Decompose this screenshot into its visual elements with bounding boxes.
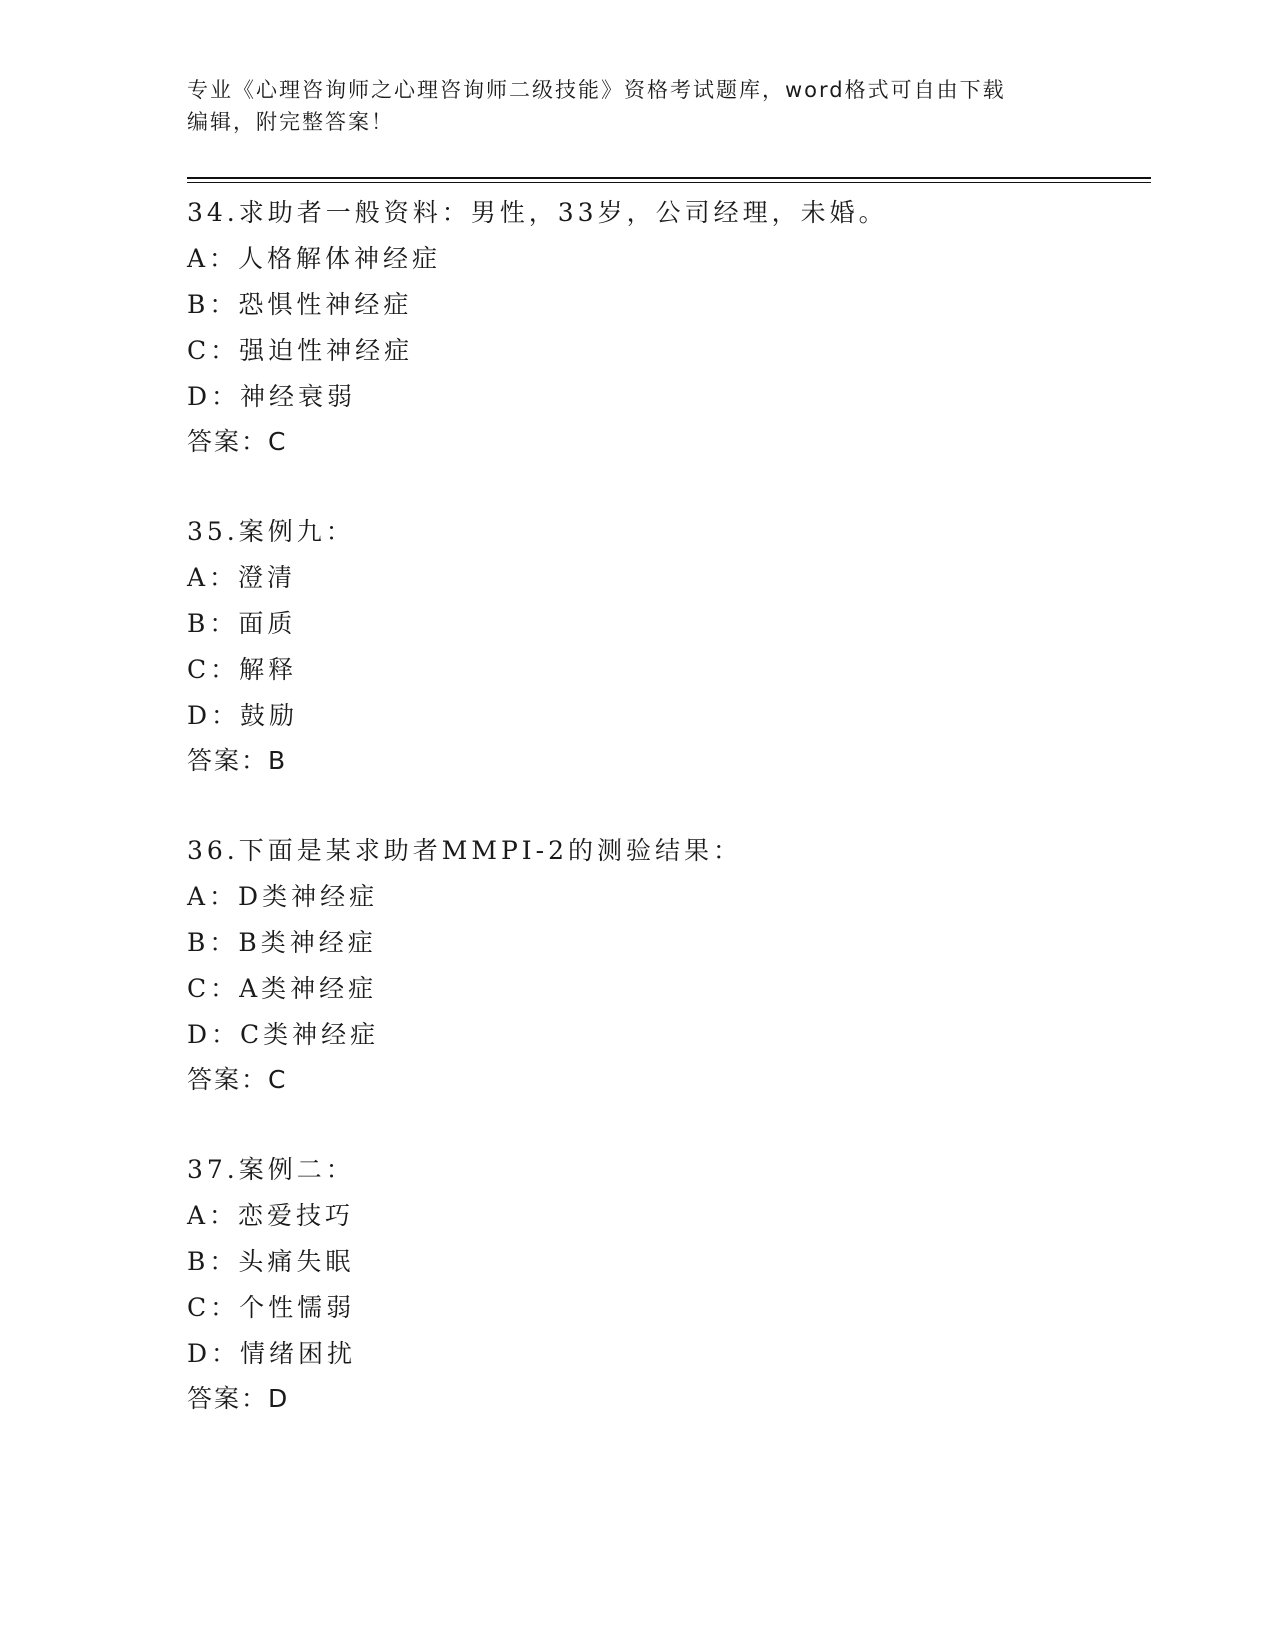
header-line-1: 专业《心理咨询师之心理咨询师二级技能》资格考试题库，word格式可自由下载 xyxy=(187,78,1006,102)
header-line-2: 编辑，附完整答案！ xyxy=(187,110,394,134)
option-d: D：神经衰弱 xyxy=(187,382,357,411)
option-d: D：鼓励 xyxy=(187,701,299,730)
option-c: C：解释 xyxy=(187,655,298,684)
answer: 答案：C xyxy=(187,1065,288,1094)
question-36 xyxy=(187,828,1147,1102)
document-header xyxy=(187,74,1087,138)
header-divider-thick xyxy=(187,177,1151,179)
question-35 xyxy=(187,509,1147,783)
option-b: B：头痛失眠 xyxy=(187,1247,355,1276)
question-stem: 36.下面是某求助者MMPI-2的测验结果： xyxy=(187,836,743,865)
option-c: C：强迫性神经症 xyxy=(187,336,414,365)
question-37 xyxy=(187,1147,1147,1421)
question-stem: 37.案例二： xyxy=(187,1155,355,1184)
header-divider-thin xyxy=(187,182,1151,183)
option-d: D：情绪困扰 xyxy=(187,1339,357,1368)
answer: 答案：C xyxy=(187,427,288,456)
option-a: A：恋爱技巧 xyxy=(187,1201,355,1230)
option-c: C：个性懦弱 xyxy=(187,1293,356,1322)
question-list xyxy=(187,190,1147,1466)
option-c: C：A类神经症 xyxy=(187,974,378,1003)
question-stem: 35.案例九： xyxy=(187,517,355,546)
answer: 答案：D xyxy=(187,1384,290,1413)
option-b: B：面质 xyxy=(187,609,297,638)
question-stem: 34.求助者一般资料：男性，33岁，公司经理，未婚。 xyxy=(187,198,888,227)
option-b: B：B类神经症 xyxy=(187,928,377,957)
answer: 答案：B xyxy=(187,746,288,775)
option-b: B：恐惧性神经症 xyxy=(187,290,413,319)
option-a: A：人格解体神经症 xyxy=(187,244,442,273)
option-a: A：D类神经症 xyxy=(187,882,379,911)
option-d: D：C类神经症 xyxy=(187,1020,380,1049)
option-a: A：澄清 xyxy=(187,563,297,592)
question-34 xyxy=(187,190,1147,464)
